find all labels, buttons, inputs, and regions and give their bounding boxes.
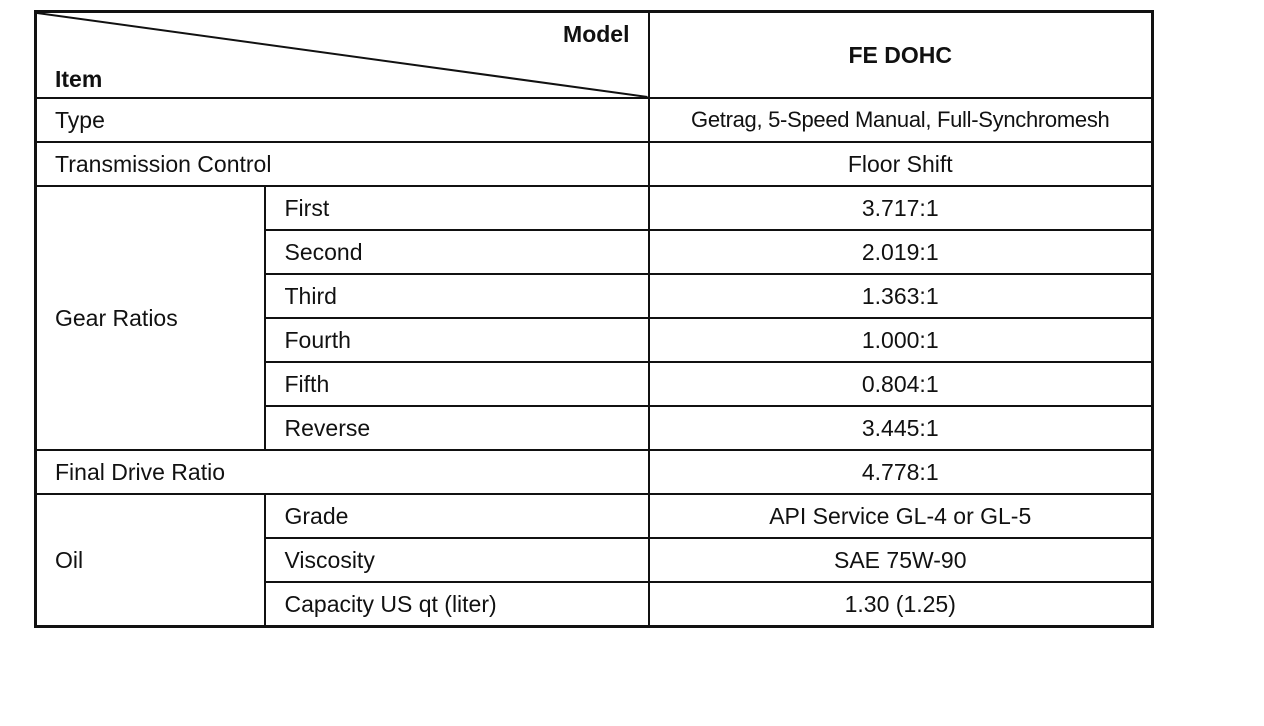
table-row-type: [36, 98, 1153, 142]
header-row: [36, 12, 1153, 99]
gear-value-reverse: 3.445:1: [649, 406, 1153, 450]
gear-value-fourth: 1.000:1: [649, 318, 1153, 362]
model-header-label: Model: [563, 21, 630, 47]
gear-value-third: 1.363:1: [649, 274, 1153, 318]
group-label-gear-ratios: Gear Ratios: [36, 186, 265, 450]
gear-label-reverse: Reverse: [265, 406, 649, 450]
table-row-gear-first: [36, 186, 1153, 230]
gear-label-first: First: [265, 186, 649, 230]
gear-value-second: 2.019:1: [649, 230, 1153, 274]
oil-value-grade: API Service GL-4 or GL-5: [649, 494, 1153, 538]
item-header-label: Item: [55, 66, 103, 92]
row-value-final-drive-ratio: 4.778:1: [649, 450, 1153, 494]
row-value-type: Getrag, 5-Speed Manual, Full-Synchromesh: [649, 98, 1153, 142]
oil-value-capacity: 1.30 (1.25): [649, 582, 1153, 627]
row-label-type: Type: [36, 98, 649, 142]
row-label-final-drive-ratio: Final Drive Ratio: [36, 450, 649, 494]
row-label-transmission-control: Transmission Control: [36, 142, 649, 186]
spec-table: [34, 10, 1154, 628]
gear-label-third: Third: [265, 274, 649, 318]
table-row-final-drive-ratio: [36, 450, 1153, 494]
oil-value-viscosity: SAE 75W-90: [649, 538, 1153, 582]
table-row-transmission-control: [36, 142, 1153, 186]
diagonal-divider-line: [37, 13, 648, 97]
gear-value-fifth: 0.804:1: [649, 362, 1153, 406]
gear-label-second: Second: [265, 230, 649, 274]
group-label-oil: Oil: [36, 494, 265, 627]
gear-value-first: 3.717:1: [649, 186, 1153, 230]
gear-label-fifth: Fifth: [265, 362, 649, 406]
oil-label-viscosity: Viscosity: [265, 538, 649, 582]
table-row-oil-grade: [36, 494, 1153, 538]
oil-label-capacity: Capacity US qt (liter): [265, 582, 649, 627]
gear-label-fourth: Fourth: [265, 318, 649, 362]
diagonal-header-cell: [36, 12, 649, 99]
oil-label-grade: Grade: [265, 494, 649, 538]
row-value-transmission-control: Floor Shift: [649, 142, 1153, 186]
model-name: FE DOHC: [649, 12, 1153, 99]
